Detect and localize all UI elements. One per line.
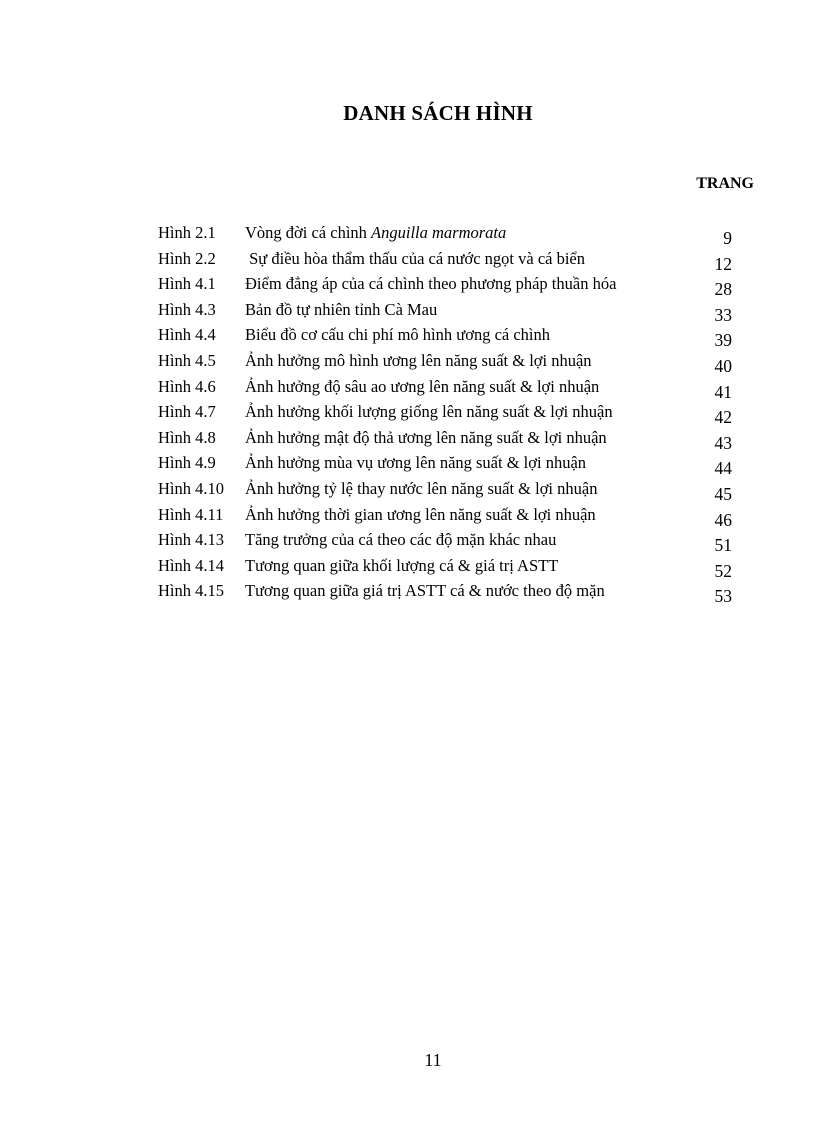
list-item	[158, 273, 734, 299]
figure-caption	[245, 452, 586, 474]
page-number: 11	[424, 1050, 442, 1070]
figure-caption-text: Tương quan giữa khối lượng cá & giá trị ASTT	[245, 555, 559, 575]
figure-caption-text: Ảnh hưởng độ sâu ao ương lên năng suất & lợi nhuận	[245, 376, 600, 396]
list-item	[158, 299, 734, 325]
list-item	[158, 401, 734, 427]
figure-caption-text: Vòng đời cá chình	[245, 223, 372, 242]
figure-number: Hình 4.10	[158, 478, 224, 498]
list-item	[158, 529, 734, 555]
figure-caption-text: Ảnh hưởng mùa vụ ương lên năng suất & lợi nhuận	[245, 453, 587, 473]
figure-number: Hình 4.11	[158, 504, 224, 524]
figure-page-number: 44	[714, 458, 732, 479]
figure-caption-text: Ảnh hưởng mô hình ương lên năng suất & lợi nhuận	[245, 350, 592, 370]
figure-number: Hình 4.4	[158, 325, 216, 345]
figure-caption	[245, 376, 599, 398]
figure-caption	[245, 504, 596, 526]
list-item	[158, 427, 734, 453]
figure-number: Hình 4.14	[158, 555, 224, 575]
figure-caption-text: Điểm đẳng áp của cá chình theo phương pháp thuần hóa	[245, 274, 617, 294]
list-item	[158, 452, 734, 478]
figure-number: Hình 4.15	[158, 581, 224, 601]
list-item	[158, 478, 734, 504]
figure-number: Hình 4.1	[158, 274, 216, 294]
figure-caption	[245, 324, 550, 346]
list-item	[158, 324, 734, 350]
figure-number: Hình 4.9	[158, 453, 216, 473]
page-title: DANH SÁCH HÌNH	[343, 101, 533, 125]
list-item	[158, 580, 734, 606]
figure-page-number: 40	[714, 355, 732, 376]
figure-caption	[245, 273, 616, 295]
figure-number: Hình 4.5	[158, 350, 216, 370]
figure-page-number: 12	[714, 253, 732, 274]
figure-number: Hình 2.1	[158, 223, 216, 242]
figure-caption	[245, 401, 613, 423]
figure-caption	[245, 478, 597, 500]
figure-page-number: 41	[714, 381, 732, 402]
figure-number: Hình 4.3	[158, 299, 216, 319]
list-item	[158, 350, 734, 376]
figure-page-number: 33	[714, 304, 732, 325]
figure-page-number: 42	[714, 407, 732, 428]
list-item	[158, 555, 734, 581]
page-column-header: TRANG	[696, 175, 754, 192]
figure-page-number: 28	[714, 279, 732, 300]
figure-caption-italic: Anguilla marmorata	[371, 223, 507, 242]
figure-page-number: 39	[714, 330, 732, 351]
figure-list	[158, 222, 734, 606]
figure-page-number: 51	[714, 535, 732, 556]
figure-caption-text: Bản đồ tự nhiên tỉnh Cà Mau	[245, 299, 438, 319]
list-item	[158, 504, 734, 530]
figure-caption	[245, 529, 556, 551]
figure-caption	[245, 555, 558, 577]
figure-number: Hình 4.8	[158, 427, 216, 447]
figure-caption-text: Ảnh hưởng tỷ lệ thay nước lên năng suất & lợi nhuận	[245, 478, 598, 498]
figure-number: Hình 4.13	[158, 530, 224, 550]
figure-caption	[245, 350, 592, 372]
figure-caption-text: Tăng trưởng của cá theo các độ mặn khác nhau	[245, 530, 557, 550]
list-item	[158, 248, 734, 274]
figure-caption	[245, 427, 607, 449]
figure-caption	[245, 580, 605, 602]
figure-caption-text: Sự điều hòa thẩm thấu của cá nước ngọt và cá biển	[245, 248, 585, 268]
figure-caption	[245, 299, 437, 321]
figure-page-number: 45	[714, 483, 732, 504]
figure-number: Hình 2.2	[158, 248, 216, 268]
figure-number: Hình 4.7	[158, 402, 216, 422]
figure-page-number: 43	[714, 432, 732, 453]
figure-page-number: 46	[714, 509, 732, 530]
figure-page-number: 9	[723, 228, 732, 248]
figure-number: Hình 4.6	[158, 376, 216, 396]
figure-page-number: 53	[714, 586, 732, 607]
figure-caption	[245, 222, 506, 244]
list-item	[158, 222, 734, 248]
figure-caption-text: Biểu đồ cơ cấu chi phí mô hình ương cá chình	[245, 325, 550, 345]
figure-caption-text: Ảnh hưởng mật độ thả ương lên năng suất & lợi nhuận	[245, 427, 607, 447]
figure-caption-text: Ảnh hưởng khối lượng giống lên năng suất & lợi nhuận	[245, 402, 613, 422]
figure-caption-text: Tương quan giữa giá trị ASTT cá & nước theo độ mặn	[245, 581, 605, 601]
figure-caption-text: Ảnh hưởng thời gian ương lên năng suất & lợi nhuận	[245, 504, 596, 524]
figure-page-number: 52	[714, 560, 732, 581]
list-item	[158, 376, 734, 402]
figure-caption	[245, 248, 585, 270]
